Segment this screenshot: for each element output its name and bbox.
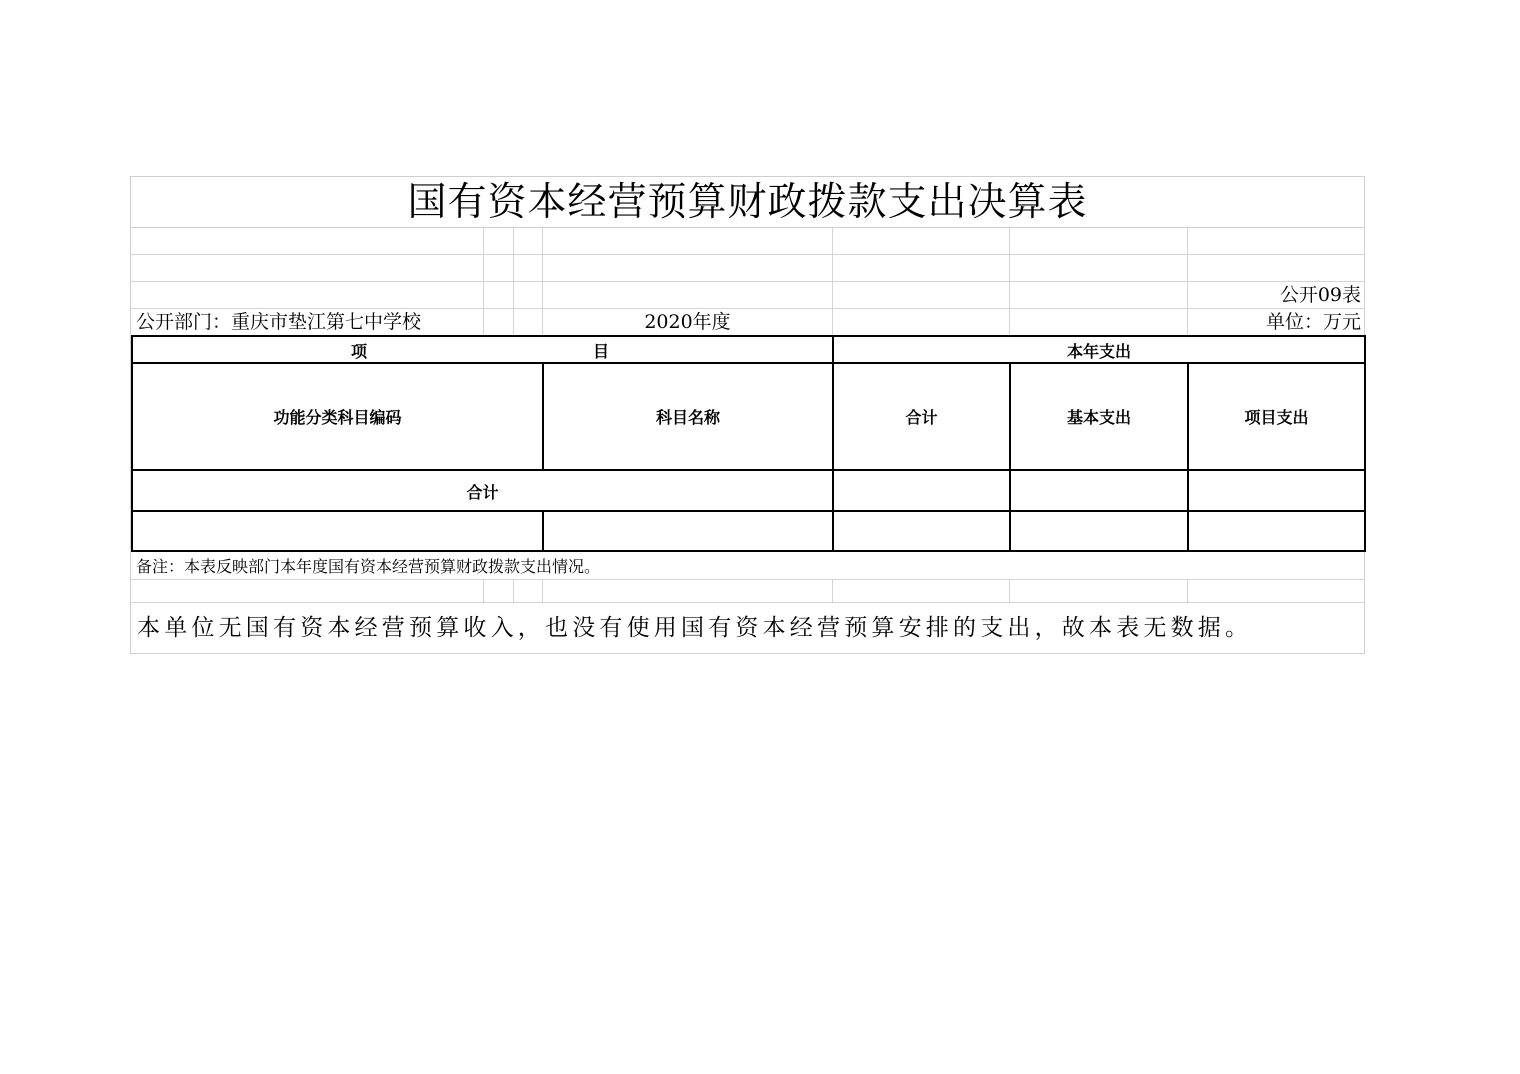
header-project-expense: 项目支出 xyxy=(1244,408,1309,427)
table-border xyxy=(131,362,1366,364)
total-row-label: 合计 xyxy=(466,483,499,502)
budget-sheet xyxy=(130,176,1365,654)
grid-col-line xyxy=(513,579,514,602)
header-xiang: 项 xyxy=(351,342,368,361)
header-function-code: 功能分类科目编码 xyxy=(273,408,402,427)
table-border xyxy=(542,510,544,552)
grid-col-line xyxy=(832,579,833,602)
grid-col-line xyxy=(1187,579,1188,602)
expense-table xyxy=(131,335,1364,553)
table-border xyxy=(1009,362,1011,552)
table-border xyxy=(131,335,133,552)
grid-col-line xyxy=(832,228,833,335)
table-border xyxy=(832,335,834,552)
table-border xyxy=(131,335,1366,337)
unit-label: 单位：万元 xyxy=(1265,311,1361,333)
table-number: 公开09表 xyxy=(1279,284,1361,306)
table-border xyxy=(131,550,1366,552)
grid-col-line xyxy=(483,579,484,602)
header-subject-name: 科目名称 xyxy=(655,408,720,427)
header-current-year-expense: 本年支出 xyxy=(1066,342,1131,361)
header-total: 合计 xyxy=(905,408,938,427)
fiscal-year: 2020年度 xyxy=(644,311,731,333)
table-border xyxy=(1187,362,1189,552)
grid-row-line xyxy=(131,254,1364,255)
sheet-title: 国有资本经营预算财政拨款支出决算表 xyxy=(131,177,1364,228)
grid-col-line xyxy=(1009,579,1010,602)
table-border xyxy=(131,510,1366,512)
grid-col-line xyxy=(483,228,484,335)
grid-col-line xyxy=(1187,228,1188,335)
no-data-statement: 本单位无国有资本经营预算收入，也没有使用国有资本经营预算安排的支出，故本表无数据。 xyxy=(137,615,1253,641)
table-border xyxy=(131,469,1366,471)
grid-row-line xyxy=(131,579,1364,580)
remark-note: 备注：本表反映部门本年度国有资本经营预算财政拨款支出情况。 xyxy=(136,557,601,576)
grid-row-line xyxy=(131,602,1364,603)
header-mu: 目 xyxy=(593,342,610,361)
grid-col-line xyxy=(513,228,514,335)
grid-row-line xyxy=(131,281,1364,282)
grid-col-line xyxy=(1009,228,1010,335)
department-label: 公开部门：重庆市垫江第七中学校 xyxy=(136,311,422,333)
header-basic-expense: 基本支出 xyxy=(1066,408,1131,427)
grid-col-line xyxy=(542,579,543,602)
table-border xyxy=(1364,335,1366,552)
